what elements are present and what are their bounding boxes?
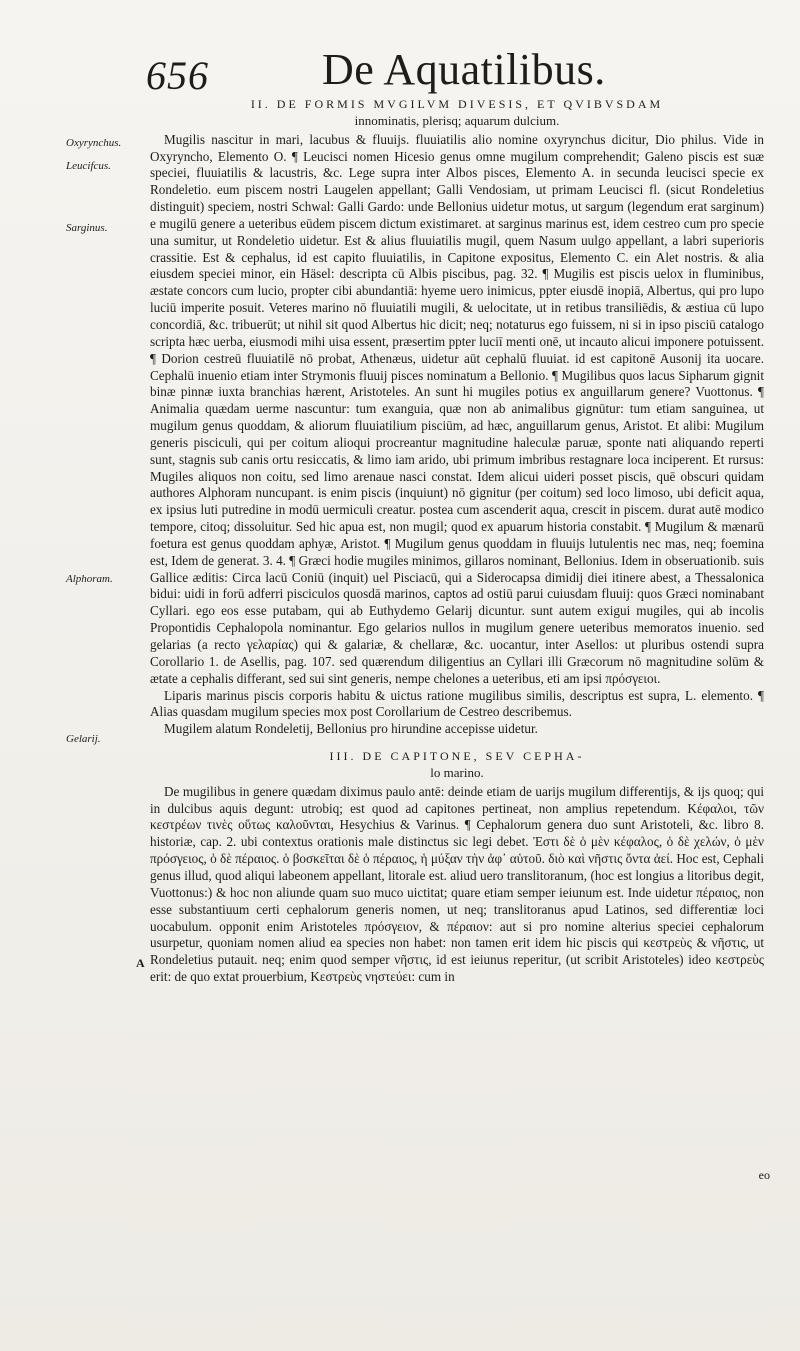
paragraph-mugil-forms: Mugilis nascitur in mari, lacubus & fluuijs. fluuiatilis alio nomine oxyrynchus dicitur, Dio philus. Vide in Oxyryncho, Elemento O. ¶ Leucisci nomen Hicesio genus omne mugilum comprehendit; Galeno piscis est suæ speciei, fluuiatilis & lacustris, &c. Lege supra inter Albos pisces, Elemento A. in secunda leucisci specie ex Rondeletio. eum piscem nostri Laugelen appellant; Galli Vendosiam, ut primam Leucisci fl. (sicut Rondeletius distinguit) speciem, nostri Schwal: Galli Gardo: unde Bellonius uidetur motus, ut sargum (legendum erat sarginum) e mugilū genere a ueteribus eūdem piscem dictum existimaret. at sarginus marinus est, idem cestreo cum pro specie una sumitur, ut Rondeletio uidetur. Est & alius fluuiatilis mugil, quem Nasum uulgo appellant, a labri superioris crassitie. Est & cephalus, id est capito fluuiatilis, in Capitone expositus, Elemento C. ein Alet nostris. & alia eiusdem speciei minor, ein Häsel: descripta cū Albis piscibus, pag. 32. ¶ Mugilis est piscis uelox in fluminibus, æstate concors cum lucio, propter cibi abundantiā: hyeme uero inimicus, ppter eiusdē inopiā, Albertus, qui pro lupo luciū imperite posuit. Veteres marino nō fluuiatili mugili, & uelocitate, ut in retibus transiliēdis, & æstiua cū lupo concordiā, &c. tribuerūt; ut nihil sit quod Albertus hic dicit; neq; notaturus ego fuissem, ni si in ipso pisciū catalogo scripta hæc uerba, eiusmodi mihi uisa essent, præsertim ppter luciī menti onē, ut incauto alicui imponere potuissent. ¶ Dorion cestreū fluuiatilē nō probat, Athenæus, uidetur aūt cephalū fluuiat. id est capitonē Ausonij ita uocare. Cephalū inuenio etiam inter Strymonis fluuij pisces nominatum a Bellonio. ¶ Mugilibus quos lacus Sipharum gignit binæ pinnæ iuxta branchias hærent, Aristoteles. An sunt hi mugiles potius ex anguillarum genere? Vuottonus. ¶ Animalia quædam uerme nascuntur: tum exanguia, quæ non ab animalibus gignūtur: tum etiam sanguinea, ut mugilum genus quoddam, & aliorum fluuiatilium pisciūm, ad hæc, anguillarum genus, Aristot. Et alibi: Mugilum generis pisciculi, qui per coitum alioqui procreantur magnitudine haleculæ paruæ, sponte nati aliquando reperti sunt, stagnis sub canis ortu resiccatis, & limo iam arido, ubi primum imbribus restagnare loca inciperent. Et rursus: Mugiles aliquos non coitu, sed limo arenaue nasci constat. Idem alicui uideri posset piscis, quē obscuri quidam authores Alphoram nuncupant. is enim piscis (inquiunt) nō gignitur (per coitum) sed loco limoso, ubi deficit aqua, ex ipsius luti putredine in modū uermiculi creatur. postea cum ascenderit aqua, crescit in piscem. durat autē modico tempore, citoq; dissoluitur. Sed hic apua est, non mugil; quod ex apuarum historia constabit. ¶ Mugilum & mænarū foetura est genus quoddam aphyæ, Aristot. ¶ Mugilum genus quoddam in fluuijs lutulentis nec mas, neq; foemina est, Idem de generat. 3. 4. ¶ Græci hodie mugiles minimos, gillaros nominant, Bellonius. Idem in obseruationib. suis Gallice æditis: Circa lacū Coniū (inquit) uel Pisciacū, qui a Siderocapsa dimidij diei itinere abest, a Thessalonica bidui: uidi in forū adferri pisciculos quosdā marinos, captos ad ostiū parui cuiusdam fluuij: quos Græci nominabant Cyllari. ego eos esse putabam, qui ab Euthydemo Gelarij dicuntur. sunt autem exigui mugiles, qui ab incolis Propontidis Cephalopola nominantur. Ego gelarios nullos in mugilum genere ueteribus memoratos inuenio. sed gelarias (a recto γελαρίας) qui & galariæ, & chellaræ, &c. uocantur, inter Asellos: ut pluribus ostendi supra Corollario 1. de Asellis, pag. 107. sed quærendum diligentius an Cyllari illi Græcorum nō magnitudine solūm & ætate a cephalis differant, sed sui sint generis, nempe chelones a ueteribus, eti am ipsi πρόσγειοι. xyxy=(150,131,764,686)
paragraph-capito: De mugilibus in genere quædam diximus paulo antē: deinde etiam de uarijs mugilum differentijs, & ijs quoq; qui in dulcibus aquis degunt: utrobiq; est quod ad capitones pertineat, non amplius repetendum. Κέφαλοι, τῶν κεστρέων τινὲς οὕτως καλοῦνται, Hesychius & Varinus. ¶ Cephalorum genera duo sunt Aristoteli, &c. libro 8. historiæ, cap. 2. ubi contextus orationis male distinctus sic legi debet. Ἐστι δὲ ὁ μὲν κέφαλος, ὁ δὲ χελών, ὁ μὲν πρόσγειος, ὁ δὲ πέραιος. ὁ βοσκεῖται δὲ ὁ πέραιος, ἡ μύξαν τὴν ἀφ᾿ αὑτοῦ. διὸ καὶ νῆστις ὄντα ἀεί. Hoc est, Cephali genus illud, quod aliqui labeonem appellant, litorale est. aliud uero translitoranum, (hoc est longius a litoribus degit, Vuottonus:) & hoc non aliunde quam suo muco uictitat; quare etiam semper ieiunum est. Inde uidetur πέραιος, non esse substantiuum certi cephalorum generis nomen, ut neq; translitoranus apud Latinos, sed differentiæ loci uocabulum. opponit enim Aristoteles πρόσγειον, & πέραιον: aut si pro nomine alterius speciei cephalorum usurpetur, quoniam nomen aliud ea species non habet: non tamen erit idem hic piscis qui κεστρεὺς & νῆστις, ut Rondeletius putauit. neq; enim quod semper νῆστις, id est ieiunus reperitur, (ut scribit Aristoteles) ideo κεστρεὺς erit: de quo extat prouerbium, Κεστρεὺς νηστεύει: cum in xyxy=(150,783,764,985)
section-ii-subheading: innominatis, plerisq; aquarum dulcium. xyxy=(354,112,560,128)
margin-note-oxyrynchus: Oxyrynchus. xyxy=(66,137,122,149)
paragraph-liparis: Liparis marinus piscis corporis habitu & uictus ratione mugilibus similis, descriptus est supra, L. elemento. ¶ Alias quasdam mugilum species mox post Corollarium de Cestreo describemus. xyxy=(150,687,764,720)
margin-note-alphoram: Alphoram. xyxy=(66,573,113,585)
section-iii-subheading: lo marino. xyxy=(430,764,484,780)
catchword: eo xyxy=(758,1168,770,1182)
main-text xyxy=(150,96,764,986)
paragraph-marker-a: A xyxy=(136,956,145,970)
section-iii xyxy=(150,748,764,986)
margin-note-leuciscus: Leucifcus. xyxy=(66,160,111,172)
section-iii-heading: III. DE CAPITONE, SEV CEPHA- xyxy=(329,749,585,764)
page-number: 656 xyxy=(146,53,209,98)
paragraph-mugil-alatus: Mugilem alatum Rondeletij, Bellonius pro hirundine accepisse uidetur. xyxy=(164,721,538,737)
running-title: De Aquatilibus. xyxy=(322,45,606,94)
margin-note-sarginus: Sarginus. xyxy=(66,222,108,234)
margin-note-gelarij: Gelarij. xyxy=(66,733,101,745)
section-ii-heading: II. DE FORMIS MVGILVM DIVESIS, ET QVIBVSDAM xyxy=(250,97,664,111)
page-header xyxy=(0,38,800,98)
